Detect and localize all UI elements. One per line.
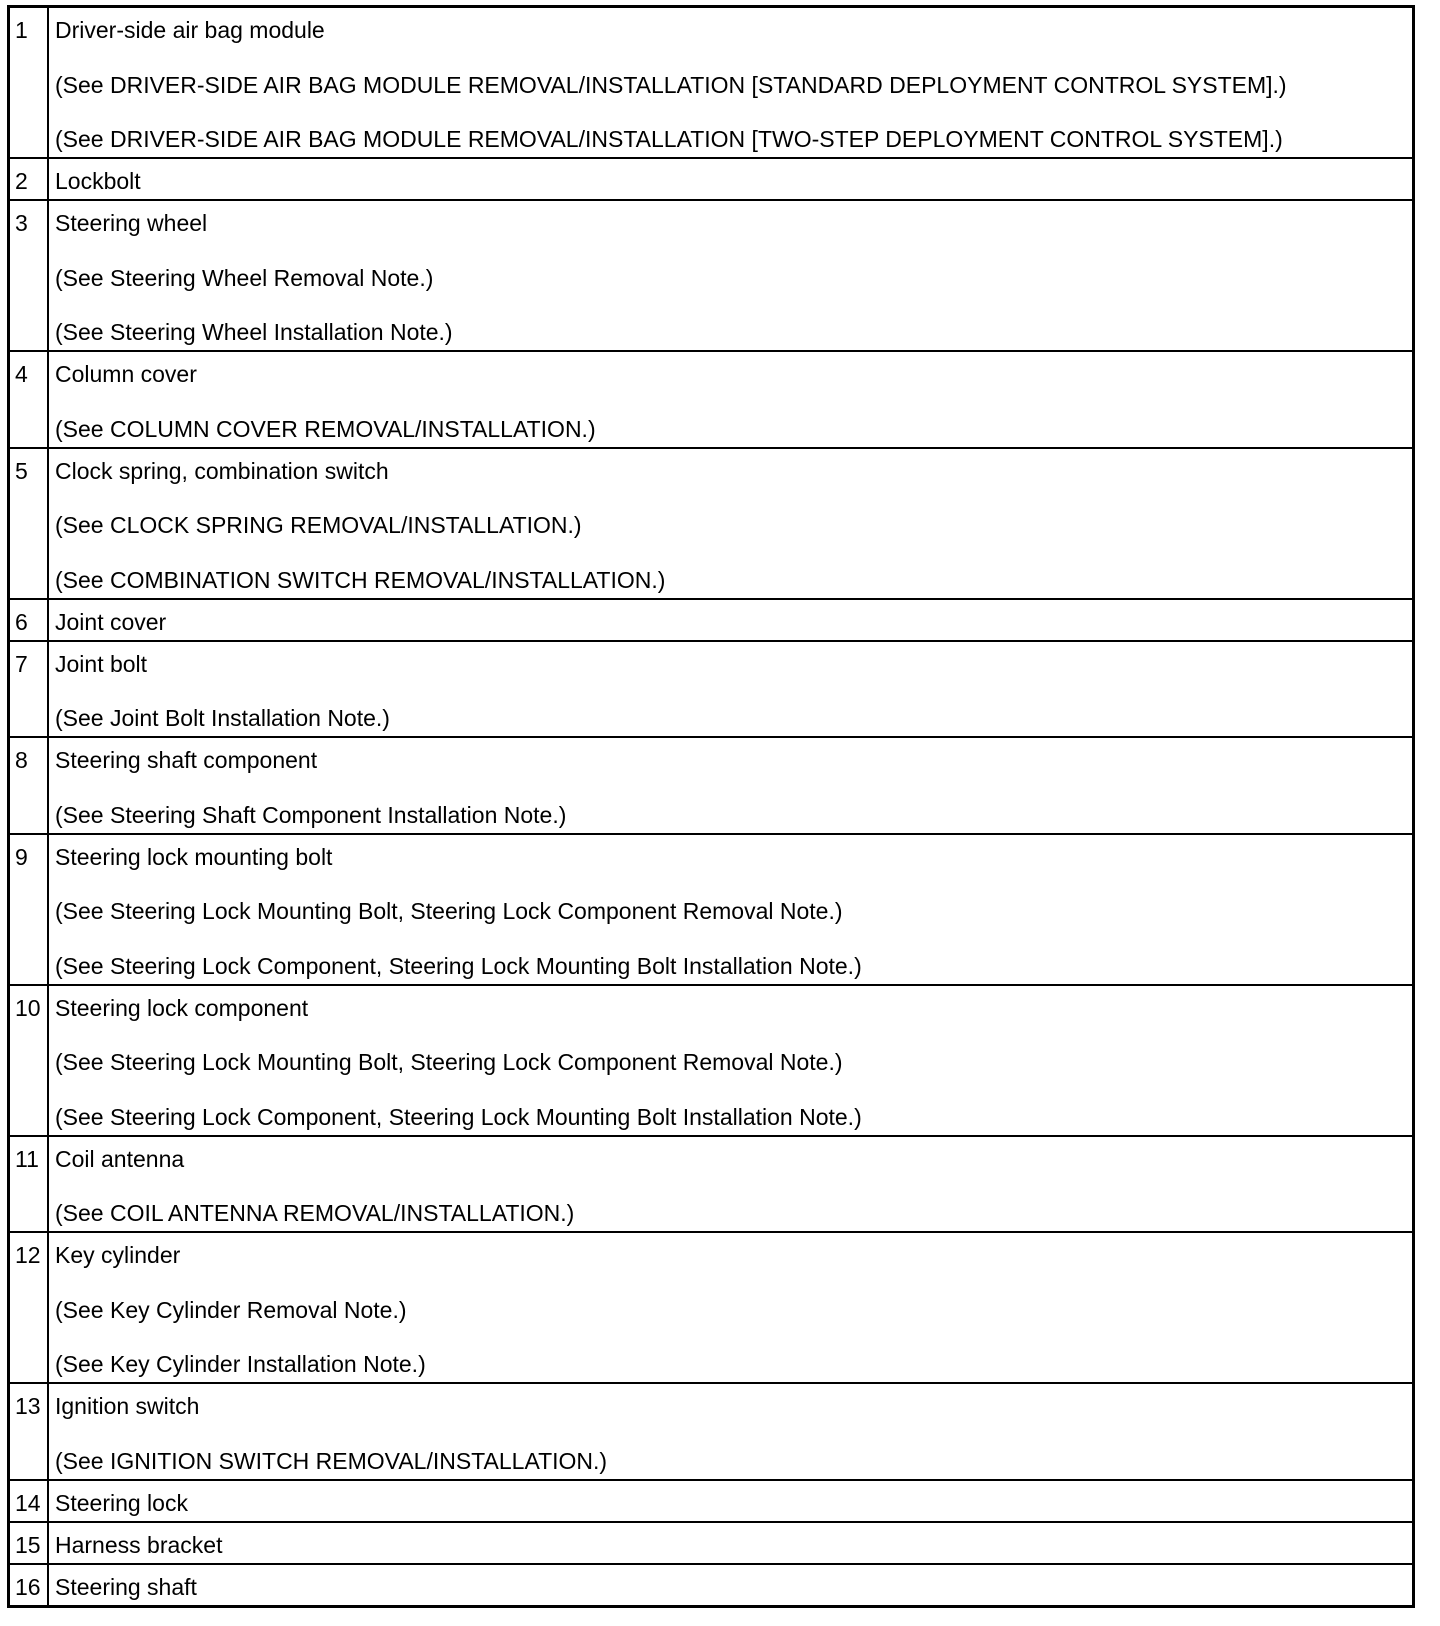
item-number-cell — [10, 1522, 48, 1564]
item-reference-note: (See Steering Lock Component, Steering Lock Mounting Bolt Installation Note.) — [55, 1103, 862, 1130]
item-number: 11 — [15, 1145, 39, 1172]
table-row — [10, 1383, 1412, 1480]
item-number: 5 — [15, 457, 28, 484]
item-number-cell — [10, 737, 48, 834]
item-number-cell — [10, 1564, 48, 1605]
table-row — [10, 158, 1412, 200]
item-description-cell — [48, 834, 1412, 985]
item-number: 1 — [15, 17, 28, 43]
table-row — [10, 351, 1412, 448]
table-row — [10, 641, 1412, 738]
item-name: Key cylinder — [55, 1242, 181, 1268]
item-description-cell — [48, 1383, 1412, 1480]
item-number: 2 — [15, 168, 28, 194]
parts-table-frame — [7, 5, 1415, 1608]
item-number: 9 — [15, 843, 28, 870]
item-description-cell — [48, 351, 1412, 448]
item-name: Steering shaft — [55, 1573, 197, 1600]
item-number: 8 — [15, 747, 28, 773]
item-description-cell — [48, 1522, 1412, 1564]
item-number-cell — [10, 1232, 48, 1383]
item-number: 6 — [15, 608, 28, 635]
item-reference-note: (See DRIVER-SIDE AIR BAG MODULE REMOVAL/INSTALLATION [STANDARD DEPLOYMENT CONTROL SYSTEM].) — [55, 71, 1287, 98]
item-name: Steering lock — [55, 1489, 188, 1516]
item-description-cell — [48, 1480, 1412, 1522]
item-reference-note: (See Steering Lock Mounting Bolt, Steering Lock Component Removal Note.) — [55, 898, 843, 924]
item-name: Harness bracket — [55, 1531, 223, 1558]
item-name: Lockbolt — [55, 168, 141, 194]
item-number-cell — [10, 599, 48, 641]
item-number-cell — [10, 351, 48, 448]
item-description-cell — [48, 448, 1412, 599]
item-number: 4 — [15, 361, 28, 387]
item-reference-note: (See DRIVER-SIDE AIR BAG MODULE REMOVAL/INSTALLATION [TWO-STEP DEPLOYMENT CONTROL SYSTEM].) — [55, 126, 1283, 152]
item-number: 10 — [15, 994, 41, 1021]
table-row — [10, 834, 1412, 985]
table-row — [10, 1136, 1412, 1233]
item-number: 14 — [15, 1489, 41, 1516]
table-row — [10, 985, 1412, 1136]
item-number: 3 — [15, 210, 28, 236]
item-number-cell — [10, 158, 48, 200]
table-row — [10, 599, 1412, 641]
item-number-cell — [10, 1383, 48, 1480]
table-row — [10, 1480, 1412, 1522]
table-row — [10, 1522, 1412, 1564]
item-number-cell — [10, 448, 48, 599]
item-description-cell — [48, 599, 1412, 641]
item-name: Steering shaft component — [55, 747, 318, 773]
item-name: Coil antenna — [55, 1145, 185, 1172]
item-reference-note: (See Joint Bolt Installation Note.) — [55, 705, 390, 731]
item-name: Steering lock component — [55, 994, 309, 1021]
item-name: Joint cover — [55, 608, 167, 635]
item-number-cell — [10, 641, 48, 738]
item-reference-note: (See Steering Wheel Removal Note.) — [55, 264, 434, 291]
item-name: Joint bolt — [55, 650, 148, 677]
item-name: Ignition switch — [55, 1393, 200, 1419]
item-name: Steering wheel — [55, 210, 208, 236]
item-reference-note: (See COMBINATION SWITCH REMOVAL/INSTALLATION.) — [55, 566, 666, 593]
table-row — [10, 200, 1412, 351]
item-number: 12 — [15, 1242, 41, 1268]
item-reference-note: (See COIL ANTENNA REMOVAL/INSTALLATION.) — [55, 1200, 575, 1226]
item-number: 16 — [15, 1573, 41, 1600]
item-description-cell — [48, 200, 1412, 351]
item-number: 13 — [15, 1393, 41, 1419]
table-row — [10, 8, 1412, 158]
item-description-cell — [48, 985, 1412, 1136]
item-description-cell — [48, 8, 1412, 158]
item-number-cell — [10, 985, 48, 1136]
parts-table — [10, 8, 1412, 1605]
parts-table-body — [10, 8, 1412, 1605]
item-description-cell — [48, 1136, 1412, 1233]
item-reference-note: (See Key Cylinder Installation Note.) — [55, 1351, 426, 1377]
table-row — [10, 448, 1412, 599]
item-description-cell — [48, 1232, 1412, 1383]
item-reference-note: (See Steering Lock Component, Steering Lock Mounting Bolt Installation Note.) — [55, 952, 862, 979]
item-description-cell — [48, 737, 1412, 834]
item-name: Driver-side air bag module — [55, 17, 325, 43]
table-row — [10, 737, 1412, 834]
item-reference-note: (See CLOCK SPRING REMOVAL/INSTALLATION.) — [55, 512, 582, 538]
table-row — [10, 1232, 1412, 1383]
item-number: 7 — [15, 650, 28, 677]
table-row — [10, 1564, 1412, 1605]
item-reference-note: (See Key Cylinder Removal Note.) — [55, 1296, 407, 1323]
item-description-cell — [48, 1564, 1412, 1605]
item-name: Clock spring, combination switch — [55, 457, 389, 484]
item-reference-note: (See Steering Shaft Component Installation Note.) — [55, 801, 567, 828]
item-name: Column cover — [55, 361, 197, 387]
item-number-cell — [10, 834, 48, 985]
item-number-cell — [10, 1136, 48, 1233]
item-number-cell — [10, 200, 48, 351]
item-number-cell — [10, 1480, 48, 1522]
item-description-cell — [48, 158, 1412, 200]
item-number: 15 — [15, 1531, 41, 1558]
item-reference-note: (See IGNITION SWITCH REMOVAL/INSTALLATION.) — [55, 1447, 608, 1474]
item-number-cell — [10, 8, 48, 158]
item-reference-note: (See COLUMN COVER REMOVAL/INSTALLATION.) — [55, 415, 596, 442]
item-reference-note: (See Steering Wheel Installation Note.) — [55, 319, 453, 345]
item-reference-note: (See Steering Lock Mounting Bolt, Steering Lock Component Removal Note.) — [55, 1049, 843, 1075]
item-description-cell — [48, 641, 1412, 738]
item-name: Steering lock mounting bolt — [55, 843, 333, 870]
